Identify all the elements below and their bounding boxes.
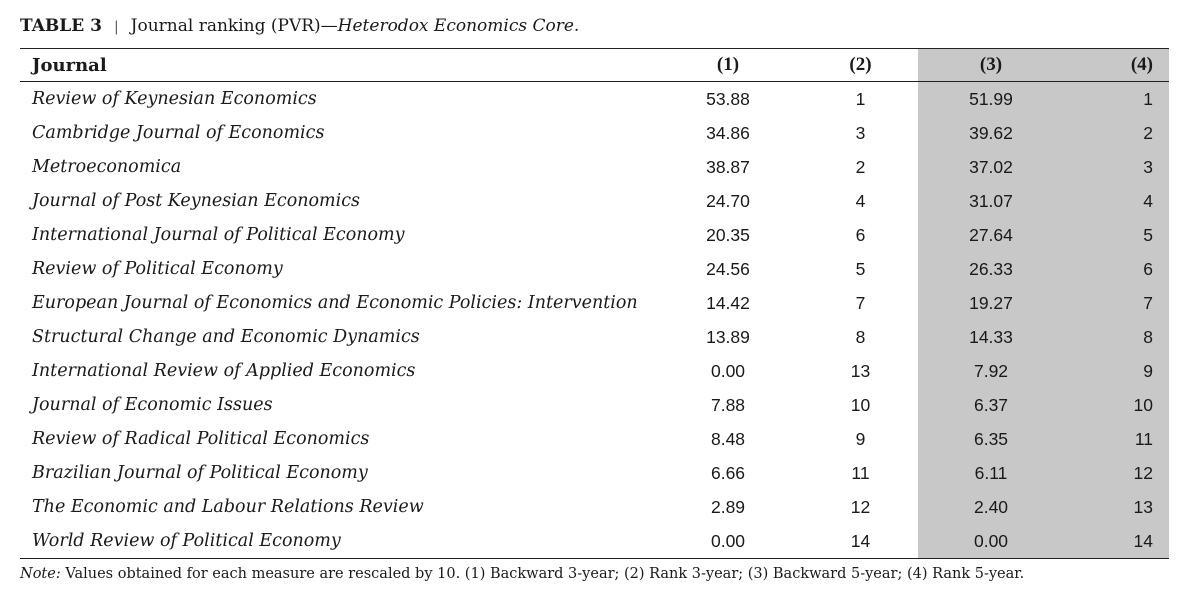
table-note	[20, 566, 1024, 582]
header-journal: Journal	[20, 49, 653, 82]
journal-name-cell: Review of Keynesian Economics	[32, 89, 317, 109]
rank-3-year-cell: 6	[855, 224, 866, 245]
journal-name-cell: Journal of Economic Issues	[32, 395, 273, 415]
rank-3-year-cell: 9	[855, 428, 866, 449]
backward-5-year-cell: 19.27	[918, 286, 1064, 320]
journal-name-cell: Review of Radical Political Economics	[32, 429, 370, 449]
rank-3-year-cell: 11	[851, 462, 870, 483]
rank-5-year-cell: 3	[1064, 150, 1169, 184]
rank-5-year-cell: 14	[1064, 524, 1169, 559]
backward-3-year-cell: 24.56	[706, 258, 750, 279]
backward-5-year-cell: 6.37	[918, 388, 1064, 422]
caption-separator: |	[113, 19, 119, 35]
backward-3-year-cell: 14.42	[706, 292, 750, 313]
header-col-1: (1)	[653, 49, 803, 82]
table-row	[20, 422, 1169, 456]
table-row	[20, 150, 1169, 184]
rank-3-year-cell: 13	[850, 360, 871, 381]
backward-5-year-cell: 37.02	[918, 150, 1064, 184]
table-row	[20, 456, 1169, 490]
backward-3-year-cell: 34.86	[706, 122, 750, 143]
rank-5-year-cell: 6	[1064, 252, 1169, 286]
backward-3-year-cell: 6.66	[710, 462, 746, 483]
backward-5-year-cell: 0.00	[918, 524, 1064, 559]
rank-5-year-cell: 9	[1064, 354, 1169, 388]
table-row	[20, 388, 1169, 422]
backward-3-year-cell: 0.00	[710, 360, 746, 381]
journal-name-cell: International Review of Applied Economics	[32, 361, 416, 381]
rank-3-year-cell: 3	[855, 122, 866, 143]
journal-ranking-table	[20, 48, 1169, 559]
table-row	[20, 286, 1169, 320]
rank-5-year-cell: 1	[1064, 82, 1169, 117]
journal-name-cell: Review of Political Economy	[32, 259, 283, 279]
journal-ranking-table-container	[20, 48, 1169, 559]
table-row	[20, 354, 1169, 388]
journal-name-cell: Brazilian Journal of Political Economy	[32, 463, 368, 483]
backward-5-year-cell: 27.64	[918, 218, 1064, 252]
table-row	[20, 524, 1169, 559]
backward-5-year-cell: 7.92	[918, 354, 1064, 388]
table-row	[20, 218, 1169, 252]
backward-3-year-cell: 38.87	[706, 156, 750, 177]
rank-5-year-cell: 12	[1064, 456, 1169, 490]
backward-5-year-cell: 2.40	[918, 490, 1064, 524]
table-row	[20, 184, 1169, 218]
table-row	[20, 320, 1169, 354]
backward-3-year-cell: 53.88	[706, 88, 750, 109]
journal-name-cell: European Journal of Economics and Economic Policies: Intervention	[32, 293, 638, 313]
rank-5-year-cell: 5	[1064, 218, 1169, 252]
table-row	[20, 82, 1169, 117]
backward-3-year-cell: 8.48	[710, 428, 746, 449]
backward-5-year-cell: 31.07	[918, 184, 1064, 218]
note-text: Values obtained for each measure are rescaled by 10. (1) Backward 3-year; (2) Rank 3-year; (3) Backward 5-year; (4) Rank 5-year.	[65, 566, 1025, 582]
backward-3-year-cell: 13.89	[706, 326, 750, 347]
backward-3-year-cell: 0.00	[710, 530, 746, 551]
rank-5-year-cell: 4	[1064, 184, 1169, 218]
rank-5-year-cell: 13	[1064, 490, 1169, 524]
rank-3-year-cell: 14	[850, 530, 871, 551]
backward-5-year-cell: 51.99	[918, 82, 1064, 117]
rank-3-year-cell: 10	[850, 394, 871, 415]
journal-name-cell: Metroeconomica	[32, 157, 182, 177]
backward-5-year-cell: 14.33	[918, 320, 1064, 354]
backward-5-year-cell: 6.11	[918, 456, 1064, 490]
backward-3-year-cell: 7.88	[710, 394, 746, 415]
table-caption	[20, 16, 579, 36]
header-col-2: (2)	[803, 49, 918, 82]
backward-3-year-cell: 2.89	[710, 496, 746, 517]
rank-5-year-cell: 7	[1064, 286, 1169, 320]
header-col-4: (4)	[1064, 49, 1169, 82]
table-body	[20, 82, 1169, 559]
table-header-row	[20, 49, 1169, 82]
rank-3-year-cell: 5	[855, 258, 866, 279]
rank-5-year-cell: 8	[1064, 320, 1169, 354]
rank-3-year-cell: 4	[855, 190, 866, 211]
rank-5-year-cell: 11	[1064, 422, 1169, 456]
table-label: TABLE 3	[20, 16, 102, 36]
journal-name-cell: World Review of Political Economy	[32, 531, 341, 551]
journal-name-cell: International Journal of Political Economy	[32, 225, 405, 245]
backward-3-year-cell: 24.70	[706, 190, 750, 211]
table-row	[20, 490, 1169, 524]
table-title: Journal ranking (PVR)—	[130, 16, 338, 36]
backward-5-year-cell: 39.62	[918, 116, 1064, 150]
table-title-italic: Heterodox Economics Core.	[337, 16, 580, 36]
journal-name-cell: Cambridge Journal of Economics	[32, 123, 325, 143]
note-label: Note:	[20, 566, 61, 582]
rank-3-year-cell: 1	[855, 88, 866, 109]
table-row	[20, 116, 1169, 150]
rank-3-year-cell: 2	[855, 156, 866, 177]
journal-name-cell: Structural Change and Economic Dynamics	[32, 327, 420, 347]
rank-5-year-cell: 10	[1064, 388, 1169, 422]
rank-5-year-cell: 2	[1064, 116, 1169, 150]
backward-5-year-cell: 26.33	[918, 252, 1064, 286]
journal-name-cell: The Economic and Labour Relations Review	[32, 497, 424, 517]
journal-name-cell: Journal of Post Keynesian Economics	[32, 191, 361, 211]
backward-3-year-cell: 20.35	[706, 224, 750, 245]
rank-3-year-cell: 12	[850, 496, 871, 517]
rank-3-year-cell: 7	[855, 292, 866, 313]
table-row	[20, 252, 1169, 286]
rank-3-year-cell: 8	[855, 326, 866, 347]
backward-5-year-cell: 6.35	[918, 422, 1064, 456]
header-col-3: (3)	[918, 49, 1064, 82]
